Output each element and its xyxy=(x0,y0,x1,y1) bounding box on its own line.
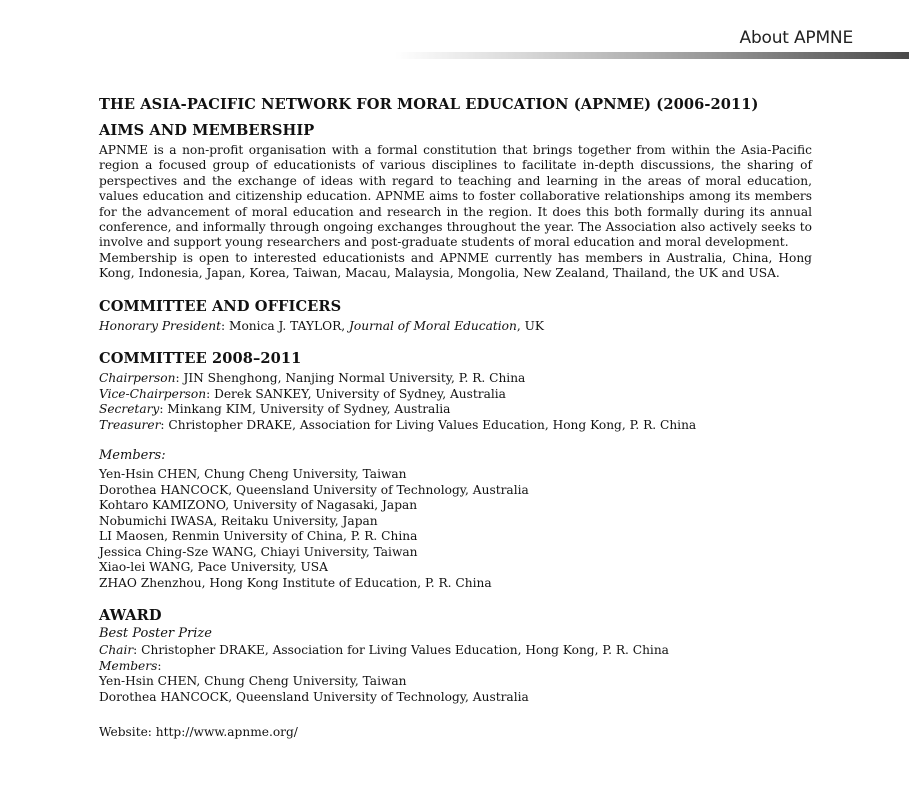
honorary-president-name: Monica J. TAYLOR, xyxy=(228,318,350,333)
list-item: ZHAO Zhenzhou, Hong Kong Institute of Education, P. R. China xyxy=(99,575,492,590)
membership-paragraph: Membership is open to interested educationists and APNME currently has members in Australia, China, Hong Kong, Indonesia, Japan, Korea, Taiwan, Macau, Malaysia, Mongolia, New Zealand, Thailand, the UK and USA. xyxy=(99,250,812,281)
honorary-country: , UK xyxy=(516,318,544,333)
award-heading: AWARD xyxy=(99,607,162,625)
role-label: Chair xyxy=(99,643,134,658)
members-label-line: Members: xyxy=(99,448,166,464)
honorary-president-line: Honorary President: Monica J. TAYLOR, Journal of Moral Education, UK xyxy=(99,318,544,333)
list-item: Dorothea HANCOCK, Queensland University of Technology, Australia xyxy=(99,482,529,497)
aims-paragraph: APNME is a non-profit organisation with a formal constitution that brings together from within the Asia-Pacific region a focused group of educationists of various disciplines to facilitate in-depth discussions, the sharing of perspectives and the exchange of ideas with regard to teaching and learning in the areas of moral education, values education and citizenship education. APNME aims to foster collaborative relationships among its members for the advancement of moral education and research in the region. It does this both formally during its annual conference, and informally through ongoing exchanges throughout the year. The Association also actively seeks to involve and support young researchers and post-graduate students of moral education and moral development. xyxy=(99,143,812,250)
list-item: Jessica Ching-Sze WANG, Chiayi University, Taiwan xyxy=(99,544,418,559)
committee-roles-list xyxy=(99,371,812,433)
role-person: JIN Shenghong, Nanjing Normal University, P. R. China xyxy=(183,371,526,386)
members-label: Members xyxy=(99,448,162,464)
officers-heading: COMMITTEE AND OFFICERS xyxy=(99,297,342,315)
document-title: THE ASIA-PACIFIC NETWORK FOR MORAL EDUCATION (APNME) (2006-2011) xyxy=(99,96,759,113)
role-person: Christopher DRAKE, Association for Living Values Education, Hong Kong, P. R. China xyxy=(168,417,697,432)
list-item: LI Maosen, Renmin University of China, P. R. China xyxy=(99,529,418,544)
list-item: Dorothea HANCOCK, Queensland University of Technology, Australia xyxy=(99,689,529,704)
list-item: Members: xyxy=(99,658,162,673)
honorary-president-role: Honorary President xyxy=(99,318,221,333)
award-list xyxy=(99,643,812,705)
role-person: Christopher DRAKE, Association for Living Values Education, Hong Kong, P. R. China xyxy=(141,643,669,658)
role-label: Chairperson xyxy=(99,371,176,386)
role-label: Vice-Chairperson xyxy=(99,386,207,401)
journal-name: Journal of Moral Education xyxy=(349,318,517,333)
list-item: Vice-Chairperson: Derek SANKEY, University of Sydney, Australia xyxy=(99,386,506,401)
page-header-label: About APMNE xyxy=(739,28,853,48)
role-label: Secretary xyxy=(99,402,160,417)
role-label: Treasurer xyxy=(99,417,161,432)
aims-heading: AIMS AND MEMBERSHIP xyxy=(99,122,315,139)
role-person: Minkang KIM, University of Sydney, Australia xyxy=(167,402,451,417)
list-item: Nobumichi IWASA, Reitaku University, Japan xyxy=(99,513,378,528)
list-item: Yen-Hsin CHEN, Chung Cheng University, Taiwan xyxy=(99,467,407,482)
list-item: Secretary: Minkang KIM, University of Sydney, Australia xyxy=(99,402,451,417)
website-link[interactable]: Website: http://www.apnme.org/ xyxy=(99,725,298,740)
header-gradient-bar xyxy=(395,52,909,59)
members-label: Members xyxy=(99,658,158,673)
list-item: Chair: Christopher DRAKE, Association for Living Values Education, Hong Kong, P. R. China xyxy=(99,643,669,658)
document-body xyxy=(99,96,812,741)
committee-heading: COMMITTEE 2008–2011 xyxy=(99,350,302,368)
list-item: Treasurer: Christopher DRAKE, Association for Living Values Education, Hong Kong, P. R. China xyxy=(99,417,697,432)
list-item: Xiao-lei WANG, Pace University, USA xyxy=(99,560,328,575)
award-prize-name: Best Poster Prize xyxy=(99,626,212,642)
list-item: Chairperson: JIN Shenghong, Nanjing Normal University, P. R. China xyxy=(99,371,526,386)
list-item: Kohtaro KAMIZONO, University of Nagasaki, Japan xyxy=(99,498,418,513)
role-person: Derek SANKEY, University of Sydney, Australia xyxy=(214,386,506,401)
list-item: Yen-Hsin CHEN, Chung Cheng University, Taiwan xyxy=(99,674,407,689)
committee-members-list xyxy=(99,467,812,591)
